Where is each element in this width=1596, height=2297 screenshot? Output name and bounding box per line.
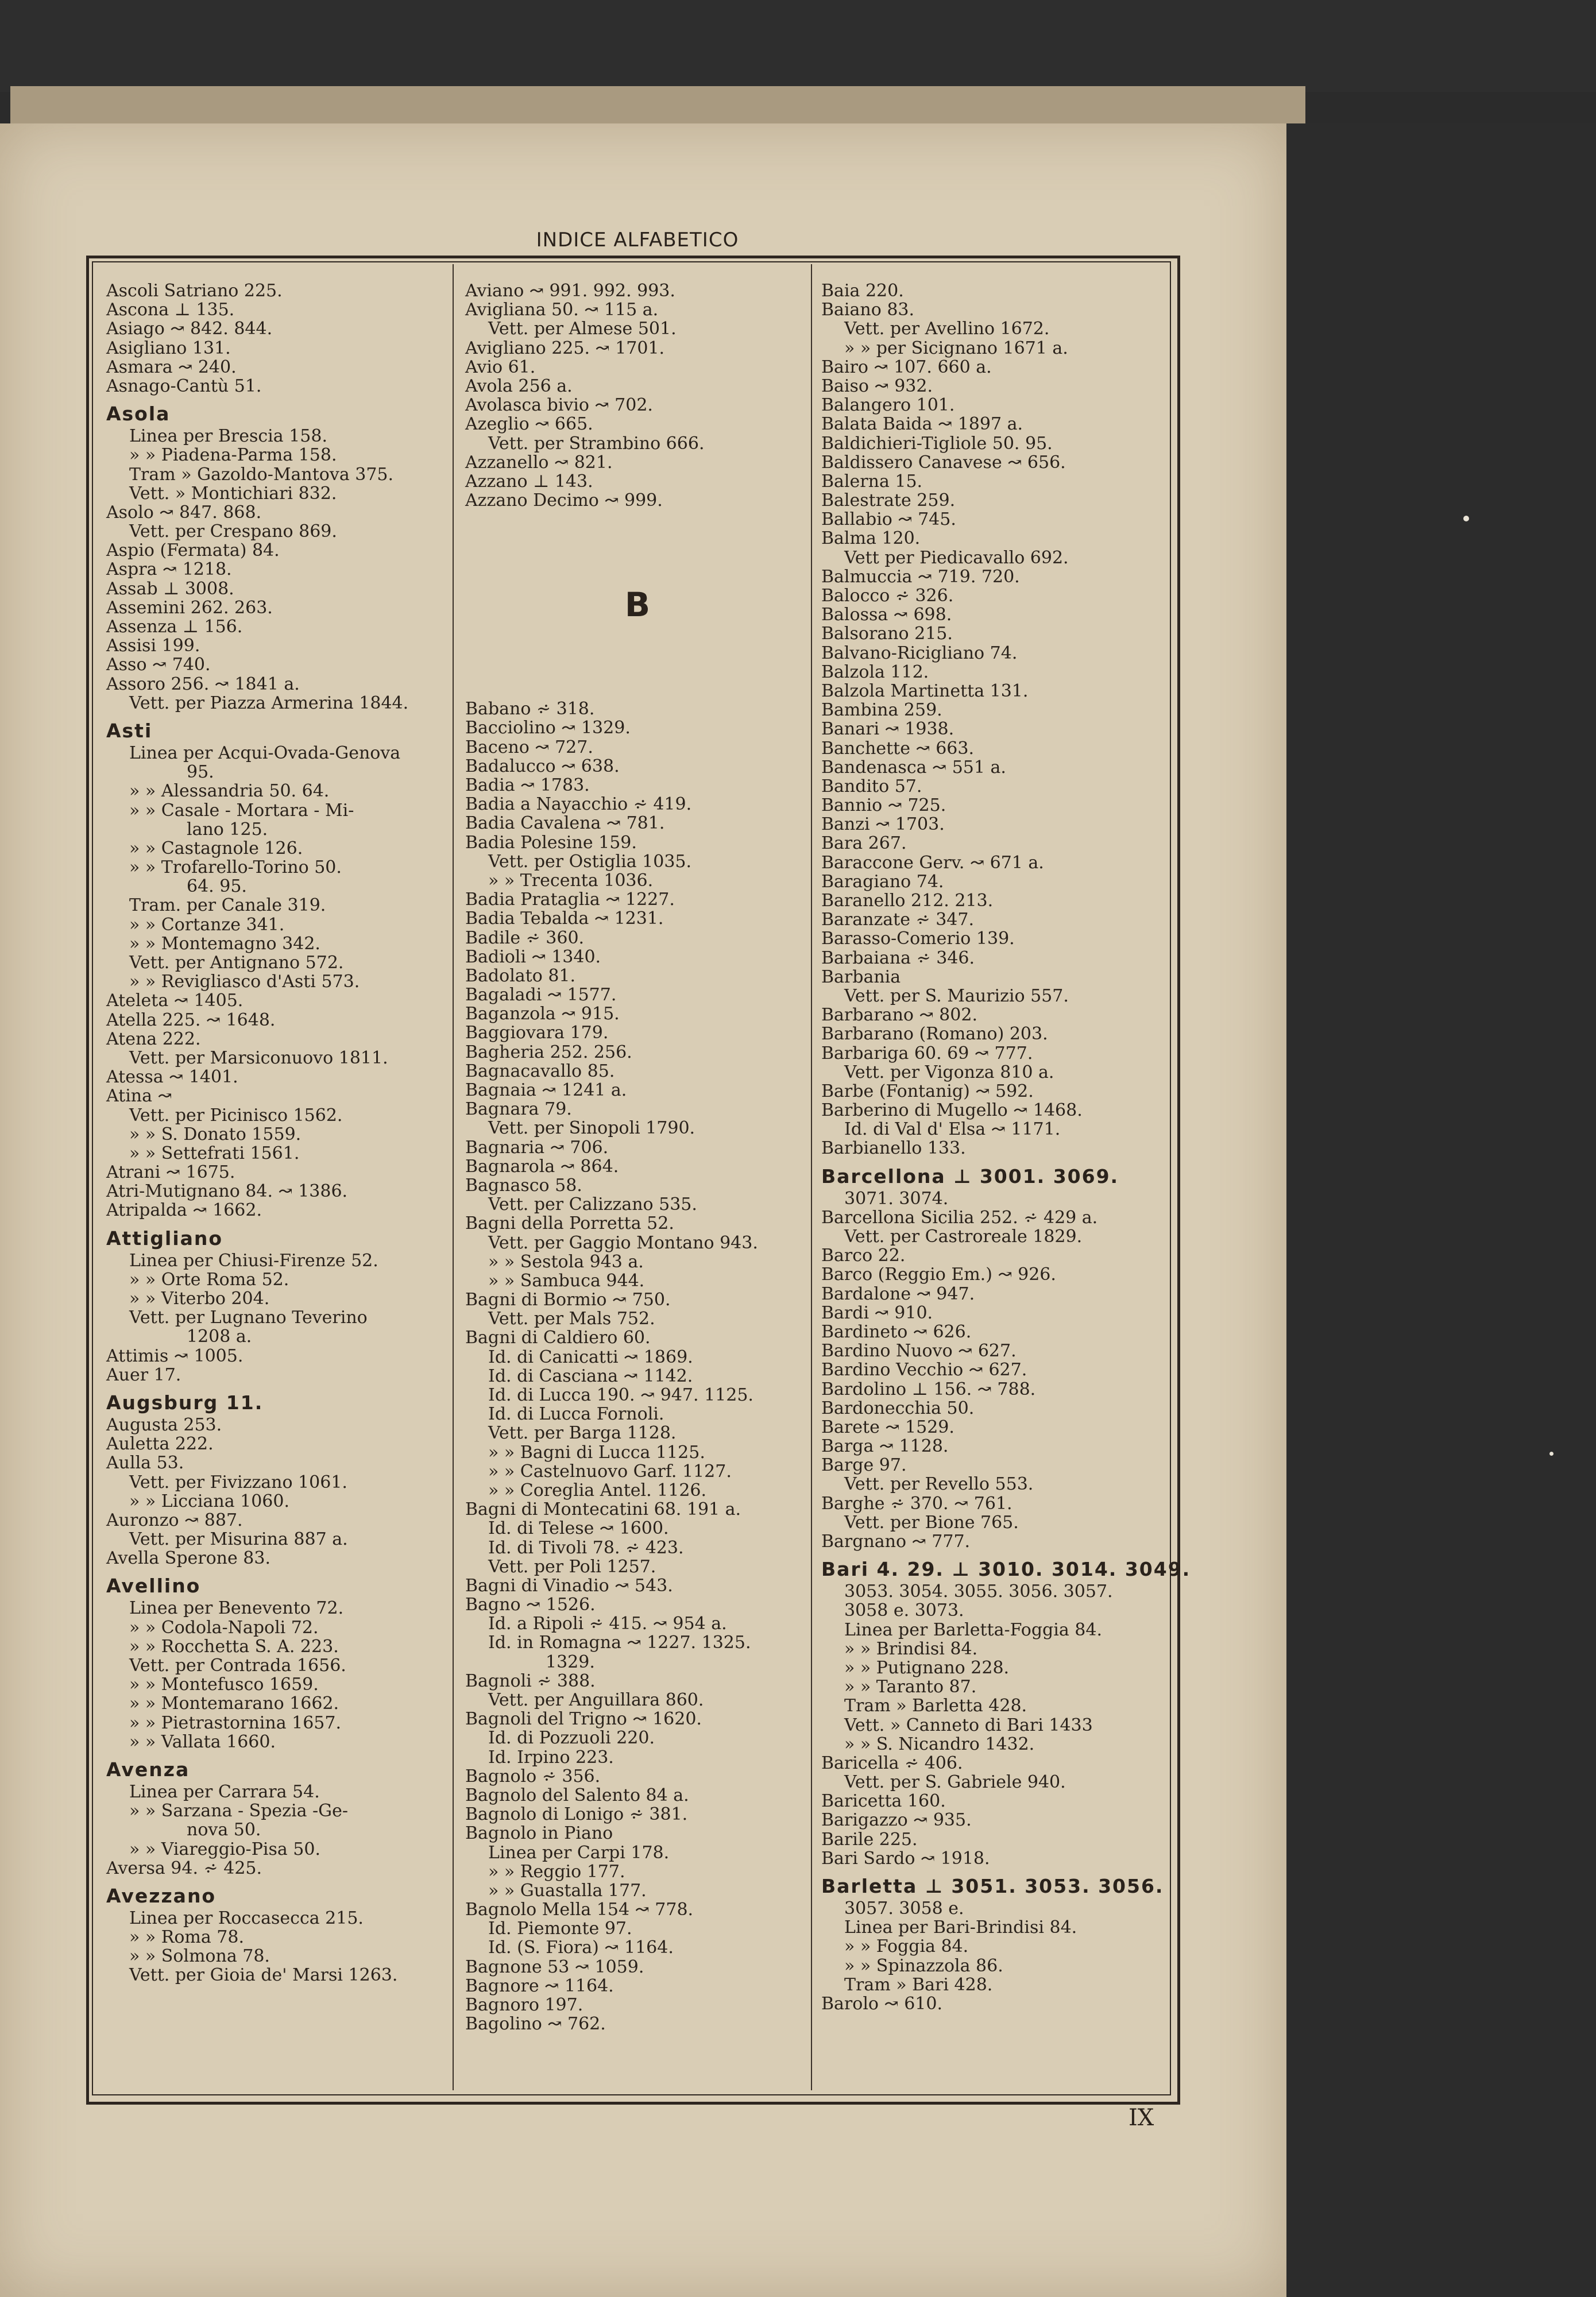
index-entry: Badia Tebalda ↝ 1231. — [465, 908, 664, 929]
index-entry: 1208 a. — [187, 1327, 252, 1347]
index-entry: Bagnolo in Piano — [465, 1823, 613, 1844]
section-letter: B — [624, 585, 651, 625]
index-entry: Vett. per Calizzano 535. — [488, 1194, 697, 1215]
index-heading: Avenza — [106, 1758, 190, 1781]
index-entry: Azzano ⊥ 143. — [465, 471, 593, 492]
index-entry: Linea per Acqui-Ovada-Genova — [129, 743, 401, 763]
index-entry: Bari Sardo ↝ 1918. — [821, 1848, 990, 1869]
index-entry: » » Orte Roma 52. — [129, 1269, 289, 1290]
index-entry: Id. di Pozzuoli 220. — [488, 1728, 655, 1749]
index-entry: Baggiovara 179. — [465, 1023, 609, 1043]
index-entry: Barasso-Comerio 139. — [821, 929, 1015, 949]
index-entry: Baiso ↝ 932. — [821, 376, 933, 396]
index-heading: Asola — [106, 403, 171, 426]
index-entry: Balvano-Ricigliano 74. — [821, 643, 1018, 663]
index-entry: Baragiano 74. — [821, 871, 944, 892]
index-entry: 64. 95. — [187, 876, 247, 897]
index-entry: 3053. 3054. 3055. 3056. 3057. — [844, 1581, 1113, 1602]
index-entry: Ballabio ↝ 745. — [821, 509, 956, 530]
index-entry: Vett. per Antignano 572. — [129, 953, 344, 973]
index-entry: » » Roma 78. — [129, 1927, 245, 1948]
index-entry: Bagnolo di Lonigo ⩫ 381. — [465, 1804, 688, 1825]
index-entry: Auletta 222. — [106, 1434, 214, 1455]
index-entry: Bagni della Porretta 52. — [465, 1213, 674, 1234]
index-entry: Bagnara 79. — [465, 1099, 572, 1120]
scan-background-right — [1286, 123, 1596, 2297]
index-entry: Aversa 94. ⩫ 425. — [106, 1858, 262, 1878]
index-entry: Bargnano ↝ 777. — [821, 1532, 971, 1552]
index-entry: » » Brindisi 84. — [844, 1638, 978, 1659]
index-entry: Attimis ↝ 1005. — [106, 1345, 244, 1366]
index-entry: Vett. per Almese 501. — [488, 319, 677, 339]
index-entry: Assoro 256. ↝ 1841 a. — [106, 674, 300, 694]
index-entry: Aviano ↝ 991. 992. 993. — [465, 281, 675, 301]
index-entry: Azeglio ↝ 665. — [465, 414, 593, 435]
index-entry: Asso ↝ 740. — [106, 655, 211, 675]
index-entry: Asnago-Cantù 51. — [106, 376, 262, 396]
dust-speck — [1463, 516, 1469, 521]
index-entry: Vett. per Picinisco 1562. — [129, 1105, 343, 1126]
index-entry: » » Piadena-Parma 158. — [129, 445, 337, 466]
index-entry: Augusta 253. — [106, 1414, 222, 1435]
index-entry: Vett. per Poli 1257. — [488, 1556, 656, 1577]
index-entry: Baranello 212. 213. — [821, 891, 994, 911]
index-entry: Bardalone ↝ 947. — [821, 1283, 975, 1304]
index-entry: Barigazzo ↝ 935. — [821, 1810, 972, 1831]
index-entry: » » Castelnuovo Garf. 1127. — [488, 1461, 732, 1482]
index-entry: » » Alessandria 50. 64. — [129, 781, 330, 802]
index-entry: Bardino Vecchio ↝ 627. — [821, 1360, 1027, 1380]
index-entry: Bagni di Vinadio ↝ 543. — [465, 1575, 673, 1596]
index-heading: Asti — [106, 719, 153, 742]
index-entry: Asmara ↝ 240. — [106, 357, 237, 377]
index-entry: » » Viareggio-Pisa 50. — [129, 1839, 321, 1859]
index-heading: Attigliano — [106, 1227, 223, 1250]
index-entry: Linea per Roccasecca 215. — [129, 1908, 364, 1928]
index-entry: nova 50. — [187, 1820, 261, 1840]
index-entry: Id. di Casciana ↝ 1142. — [488, 1366, 693, 1386]
index-entry: Barbariga 60. 69 ↝ 777. — [821, 1043, 1033, 1064]
index-entry: Bagnone 53 ↝ 1059. — [465, 1956, 644, 1977]
index-entry: Bardi ↝ 910. — [821, 1302, 933, 1323]
index-entry: Id. di Telese ↝ 1600. — [488, 1518, 669, 1539]
index-entry: Bardonecchia 50. — [821, 1398, 975, 1418]
index-heading: Avezzano — [106, 1884, 217, 1907]
index-entry: Vett. per Lugnano Teverino — [129, 1308, 368, 1328]
index-entry: Barbarano ↝ 802. — [821, 1005, 977, 1026]
index-entry: Assisi 199. — [106, 636, 200, 656]
index-entry: Vett. » Canneto di Bari 1433 — [844, 1715, 1093, 1735]
index-entry: Assab ⊥ 3008. — [106, 578, 234, 599]
index-entry: » » Pietrastornina 1657. — [129, 1712, 341, 1733]
index-entry: » » Sestola 943 a. — [488, 1251, 644, 1272]
index-entry: Barbe (Fontanig) ↝ 592. — [821, 1081, 1034, 1101]
index-entry: Vett. per Castroreale 1829. — [844, 1227, 1083, 1247]
index-entry: Badolato 81. — [465, 965, 576, 986]
index-entry: Atessa ↝ 1401. — [106, 1067, 238, 1088]
index-entry: Id. di Lucca 190. ↝ 947. 1125. — [488, 1385, 753, 1405]
running-title: INDICE ALFABETICO — [536, 229, 739, 252]
index-entry: Bagnolo ⩫ 356. — [465, 1766, 601, 1786]
index-entry: » » Cortanze 341. — [129, 914, 285, 935]
index-entry: » » Solmona 78. — [129, 1946, 270, 1967]
index-entry: Vett. per Mals 752. — [488, 1309, 655, 1329]
index-entry: Vett per Piedicavallo 692. — [844, 547, 1069, 568]
index-entry: Barge 97. — [821, 1455, 907, 1476]
index-heading: Avellino — [106, 1575, 201, 1598]
index-entry: Badia ↝ 1783. — [465, 775, 590, 795]
index-entry: Vett. per Marsiconuovo 1811. — [129, 1047, 388, 1068]
index-heading: Augsburg 11. — [106, 1391, 264, 1414]
index-entry: Vett. per Sinopoli 1790. — [488, 1118, 695, 1139]
index-entry: Linea per Brescia 158. — [129, 426, 327, 447]
index-entry: » » Sarzana - Spezia -Ge- — [129, 1801, 348, 1822]
index-entry: » » Viterbo 204. — [129, 1289, 270, 1309]
index-entry: » » S. Nicandro 1432. — [844, 1734, 1035, 1754]
index-entry: Bagnasco 58. — [465, 1175, 582, 1196]
index-entry: » » Licciana 1060. — [129, 1491, 290, 1511]
index-entry: Vett. per Fivizzano 1061. — [129, 1472, 347, 1492]
page-number: IX — [1129, 2105, 1154, 2131]
index-entry: Bagnaria ↝ 706. — [465, 1137, 609, 1158]
index-entry: Atella 225. ↝ 1648. — [106, 1010, 276, 1030]
index-entry: Bacciolino ↝ 1329. — [465, 718, 631, 738]
index-entry: Baraccone Gerv. ↝ 671 a. — [821, 852, 1044, 873]
index-entry: Linea per Barletta-Foggia 84. — [844, 1619, 1102, 1640]
index-entry: Bannio ↝ 725. — [821, 795, 946, 816]
index-entry: Badia Prataglia ↝ 1227. — [465, 890, 675, 910]
index-entry: Asigliano 131. — [106, 338, 231, 358]
index-entry: Vett. per Contrada 1656. — [129, 1656, 346, 1676]
index-entry: Aspra ↝ 1218. — [106, 559, 232, 580]
index-entry: Atrani ↝ 1675. — [106, 1162, 235, 1183]
index-entry: » » Guastalla 177. — [488, 1880, 647, 1901]
index-entry: Baceno ↝ 727. — [465, 737, 593, 757]
index-entry: Vett. per Anguillara 860. — [488, 1690, 704, 1710]
index-entry: Badile ⩫ 360. — [465, 927, 585, 948]
index-entry: Barbianello 133. — [821, 1138, 966, 1159]
index-entry: Vett. per Avellino 1672. — [844, 319, 1050, 339]
index-entry: Baiano 83. — [821, 300, 915, 320]
index-entry: Barghe ⩫ 370. ↝ 761. — [821, 1493, 1013, 1514]
index-entry: » » Foggia 84. — [844, 1936, 969, 1957]
index-entry: Tram » Bari 428. — [844, 1974, 993, 1995]
index-entry: lano 125. — [187, 819, 268, 840]
index-entry: » » Castagnole 126. — [129, 838, 303, 859]
index-entry: Bagni di Bormio ↝ 750. — [465, 1290, 671, 1310]
index-entry: Assemini 262. 263. — [106, 597, 273, 618]
index-entry: Bagaladi ↝ 1577. — [465, 985, 617, 1006]
index-entry: Bardineto ↝ 626. — [821, 1321, 972, 1342]
index-entry: Aulla 53. — [106, 1453, 184, 1474]
index-entry: Avigliana 50. ↝ 115 a. — [465, 300, 659, 320]
index-entry: » » Montefusco 1659. — [129, 1675, 319, 1695]
index-entry: Bagno ↝ 1526. — [465, 1595, 596, 1615]
index-entry: Barbania — [821, 966, 901, 987]
index-entry: Barete ↝ 1529. — [821, 1417, 954, 1437]
index-entry: Bandenasca ↝ 551 a. — [821, 757, 1006, 778]
index-entry: Id. di Tivoli 78. ⩫ 423. — [488, 1537, 684, 1558]
index-entry: Atena 222. — [106, 1028, 201, 1049]
dust-speck — [1549, 1452, 1554, 1456]
index-entry: Atina ↝ — [106, 1086, 172, 1107]
index-entry: Vett. per Bione 765. — [844, 1512, 1019, 1533]
index-entry: Vett. per Strambino 666. — [488, 433, 705, 454]
index-entry: Barco 22. — [821, 1246, 906, 1266]
index-entry: Badalucco ↝ 638. — [465, 756, 620, 776]
index-entry: Vett. per Vigonza 810 a. — [844, 1062, 1054, 1082]
index-entry: Balerna 15. — [821, 471, 923, 492]
index-entry: » » Codola-Napoli 72. — [129, 1617, 319, 1638]
index-entry: » » Revigliasco d'Asti 573. — [129, 972, 360, 992]
index-entry: Balestrate 259. — [821, 490, 956, 511]
index-entry: Bardolino ⊥ 156. ↝ 788. — [821, 1379, 1036, 1399]
index-entry: Vett. per Crespano 869. — [129, 521, 337, 542]
index-entry: » » S. Donato 1559. — [129, 1124, 302, 1144]
index-entry: Avola 256 a. — [465, 376, 573, 396]
index-entry: Balangero 101. — [821, 395, 955, 416]
index-entry: Bagnarola ↝ 864. — [465, 1156, 619, 1177]
index-entry: Linea per Benevento 72. — [129, 1598, 344, 1619]
index-entry: Bagnolo del Salento 84 a. — [465, 1785, 689, 1805]
index-entry: Barile 225. — [821, 1829, 918, 1850]
index-entry: Vett. per Piazza Armerina 1844. — [129, 693, 409, 713]
index-entry: Baldichieri-Tigliole 50. 95. — [821, 433, 1053, 454]
index-entry: » » Bagni di Lucca 1125. — [488, 1442, 705, 1463]
index-entry: Linea per Carrara 54. — [129, 1781, 320, 1802]
index-entry: Bagheria 252. 256. — [465, 1042, 632, 1062]
index-entry: Vett. per Gioia de' Marsi 1263. — [129, 1965, 398, 1986]
index-entry: Barco (Reggio Em.) ↝ 926. — [821, 1264, 1056, 1285]
index-entry: Balossa ↝ 698. — [821, 605, 952, 625]
index-entry: Bagni di Caldiero 60. — [465, 1328, 651, 1348]
index-entry: Id. Piemonte 97. — [488, 1919, 632, 1939]
index-entry: Bagnolo Mella 154 ↝ 778. — [465, 1900, 694, 1920]
index-heading: Barletta ⊥ 3051. 3053. 3056. — [821, 1875, 1164, 1897]
index-entry: Azzano Decimo ↝ 999. — [465, 490, 663, 511]
index-entry: » » Spinazzola 86. — [844, 1955, 1003, 1976]
index-entry: » » Casale - Mortara - Mi- — [129, 800, 354, 821]
index-entry: Auer 17. — [106, 1364, 181, 1385]
index-entry: Bara 267. — [821, 833, 907, 854]
index-entry: » » Taranto 87. — [844, 1677, 977, 1697]
index-entry: Badioli ↝ 1340. — [465, 946, 601, 967]
index-entry: Barberino di Mugello ↝ 1468. — [821, 1100, 1083, 1121]
index-entry: 95. — [187, 762, 214, 783]
index-entry: Balata Baida ↝ 1897 a. — [821, 414, 1023, 435]
index-entry: » » Reggio 177. — [488, 1861, 625, 1882]
index-entry: Ascoli Satriano 225. — [106, 281, 283, 301]
index-entry: Barbarano (Romano) 203. — [821, 1024, 1048, 1045]
index-entry: Baricella ⩫ 406. — [821, 1753, 963, 1773]
index-entry: Badia Polesine 159. — [465, 832, 637, 853]
index-entry: Bandito 57. — [821, 776, 922, 796]
index-entry: Banchette ↝ 663. — [821, 738, 975, 759]
index-entry: » » Sambuca 944. — [488, 1270, 645, 1291]
index-heading: Barcellona ⊥ 3001. 3069. — [821, 1165, 1119, 1188]
index-entry: 3057. 3058 e. — [844, 1898, 964, 1919]
index-entry: Badia Cavalena ↝ 781. — [465, 813, 665, 834]
index-entry: » » Trofarello-Torino 50. — [129, 857, 342, 878]
index-entry: Atripalda ↝ 1662. — [106, 1200, 262, 1221]
index-entry: Assenza ⊥ 156. — [106, 617, 243, 637]
index-entry: Id. Irpino 223. — [488, 1747, 614, 1768]
index-entry: Balocco ⩫ 326. — [821, 586, 954, 606]
index-entry: Barolo ↝ 610. — [821, 1993, 942, 2014]
index-entry: Bagni di Montecatini 68. 191 a. — [465, 1499, 741, 1520]
column-divider — [453, 264, 454, 2090]
index-entry: Tram. per Canale 319. — [129, 895, 326, 916]
index-entry: » » Rocchetta S. A. 223. — [129, 1636, 339, 1657]
index-entry: Balsorano 215. — [821, 624, 953, 644]
index-entry: Baranzate ⩫ 347. — [821, 910, 974, 930]
index-entry: Azzanello ↝ 821. — [465, 452, 613, 473]
index-entry: Avio 61. — [465, 357, 536, 377]
index-entry: Vett. per S. Gabriele 940. — [844, 1772, 1066, 1793]
index-heading: Bari 4. 29. ⊥ 3010. 3014. 3049. — [821, 1558, 1191, 1581]
index-entry: Vett. per Revello 553. — [844, 1474, 1034, 1495]
index-entry: Barga ↝ 1128. — [821, 1436, 949, 1457]
index-entry: » » Coreglia Antel. 1126. — [488, 1480, 707, 1501]
index-entry: » » Vallata 1660. — [129, 1731, 276, 1752]
index-entry: Bagnaia ↝ 1241 a. — [465, 1080, 627, 1100]
index-entry: Balzola 112. — [821, 662, 929, 682]
index-column-2 — [465, 281, 810, 2033]
index-entry: Bambina 259. — [821, 700, 942, 721]
index-entry: Vett. » Montichiari 832. — [129, 483, 337, 504]
index-entry: Atri-Mutignano 84. ↝ 1386. — [106, 1181, 348, 1202]
index-entry: Bagolino ↝ 762. — [465, 2014, 606, 2035]
index-entry: Balmuccia ↝ 719. 720. — [821, 566, 1020, 587]
index-entry: Vett. per Barga 1128. — [488, 1423, 677, 1444]
index-entry: Vett. per S. Maurizio 557. — [844, 985, 1069, 1006]
index-entry: Bagnore ↝ 1164. — [465, 1975, 614, 1996]
index-entry: Linea per Carpi 178. — [488, 1842, 670, 1863]
index-entry: Barbaiana ⩫ 346. — [821, 948, 975, 968]
index-entry: Auronzo ↝ 887. — [106, 1510, 243, 1530]
index-entry: Linea per Bari-Brindisi 84. — [844, 1917, 1077, 1938]
index-entry: Id. di Val d' Elsa ↝ 1171. — [844, 1119, 1061, 1140]
index-entry: » » Settefrati 1561. — [129, 1143, 300, 1163]
index-entry: Bairo ↝ 107. 660 a. — [821, 357, 992, 377]
index-entry: Id. di Lucca Fornoli. — [488, 1404, 664, 1425]
index-entry: » » Montemarano 1662. — [129, 1693, 339, 1714]
index-entry: Asiago ↝ 842. 844. — [106, 319, 273, 339]
index-entry: » » per Sicignano 1671 a. — [844, 338, 1068, 358]
index-entry: Bagnoli ⩫ 388. — [465, 1670, 596, 1691]
index-entry: Barcellona Sicilia 252. ⩫ 429 a. — [821, 1207, 1098, 1228]
index-entry: 1329. — [546, 1652, 595, 1672]
column-divider — [811, 264, 812, 2090]
index-entry: Bagnoli del Trigno ↝ 1620. — [465, 1709, 702, 1730]
index-entry: Linea per Chiusi-Firenze 52. — [129, 1250, 378, 1271]
index-entry: Balma 120. — [821, 528, 921, 549]
index-column-1 — [106, 281, 439, 1985]
index-entry: Banari ↝ 1938. — [821, 719, 954, 740]
index-entry: Tram » Barletta 428. — [844, 1696, 1027, 1716]
index-entry: » » Trecenta 1036. — [488, 870, 654, 891]
index-entry: Vett. per Gaggio Montano 943. — [488, 1232, 758, 1253]
index-entry: 3071. 3074. — [844, 1188, 949, 1209]
index-entry: Baia 220. — [821, 281, 904, 301]
index-entry: » » Montemagno 342. — [129, 933, 320, 954]
index-entry: Id. (S. Fiora) ↝ 1164. — [488, 1938, 674, 1958]
index-entry: Id. a Ripoli ⩫ 415. ↝ 954 a. — [488, 1614, 727, 1634]
index-entry: Babano ⩫ 318. — [465, 699, 595, 720]
index-entry: Balzola Martinetta 131. — [821, 680, 1029, 701]
index-entry: Aspio (Fermata) 84. — [106, 540, 280, 561]
index-entry: Avella Sperone 83. — [106, 1548, 270, 1569]
index-entry: Vett. per Misurina 887 a. — [129, 1529, 348, 1550]
index-entry: Baldissero Canavese ↝ 656. — [821, 452, 1066, 473]
index-entry: Avolasca bivio ↝ 702. — [465, 395, 653, 416]
index-entry: Bagnacavallo 85. — [465, 1061, 615, 1081]
index-entry: Vett. per Ostiglia 1035. — [488, 851, 692, 872]
index-entry: Id. in Romagna ↝ 1227. 1325. — [488, 1633, 751, 1653]
index-entry: Bardino Nuovo ↝ 627. — [821, 1341, 1017, 1362]
index-entry: Ateleta ↝ 1405. — [106, 991, 244, 1011]
index-entry: Baganzola ↝ 915. — [465, 1004, 620, 1024]
index-column-3 — [821, 281, 1191, 2014]
index-entry: 3058 e. 3073. — [844, 1600, 964, 1621]
index-entry: Badia a Nayacchio ⩫ 419. — [465, 794, 692, 815]
index-entry: Banzi ↝ 1703. — [821, 814, 945, 835]
index-entry: Asolo ↝ 847. 868. — [106, 502, 262, 523]
index-entry: » » Putignano 228. — [844, 1657, 1010, 1678]
scan-background-top — [0, 0, 1596, 92]
index-entry: Ascona ⊥ 135. — [106, 300, 235, 320]
index-entry: Baricetta 160. — [821, 1791, 946, 1812]
index-entry: Bagnoro 197. — [465, 1995, 583, 2015]
index-entry: Tram » Gazoldo-Mantova 375. — [129, 464, 394, 485]
index-entry: Id. di Canicatti ↝ 1869. — [488, 1347, 693, 1367]
index-entry: Avigliano 225. ↝ 1701. — [465, 338, 665, 358]
